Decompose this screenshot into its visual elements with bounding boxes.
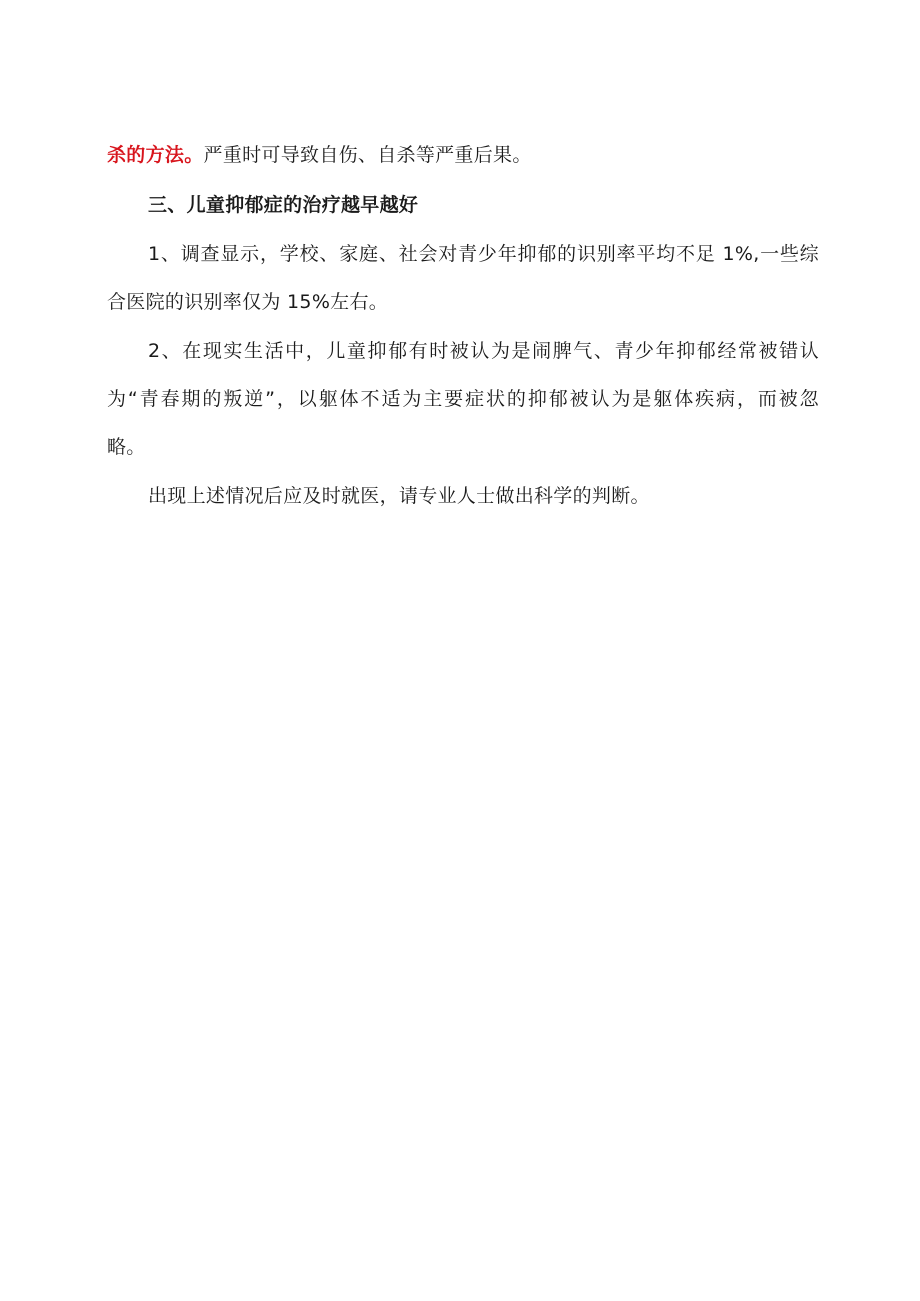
highlighted-text: 杀的方法。 bbox=[107, 144, 204, 166]
paragraph-2-line-3: 略。 bbox=[107, 436, 146, 458]
paragraph-2-line-1: 2、在现实生活中，儿童抑郁有时被认为是闹脾气、青少年抑郁经常被错认 bbox=[148, 340, 819, 362]
paragraph-1-line-2: 合医院的识别率仅为 15%左右。 bbox=[107, 291, 389, 313]
body-text: 严重时可导致自伤、自杀等严重后果。 bbox=[203, 144, 532, 166]
paragraph-1-line-1: 1、调查显示，学校、家庭、社会对青少年抑郁的识别率平均不足 1%,一些综 bbox=[148, 243, 819, 265]
section-heading: 三、儿童抑郁症的治疗越早越好 bbox=[148, 194, 419, 216]
paragraph-continuation bbox=[107, 143, 819, 167]
paragraph-3: 出现上述情况后应及时就医，请专业人士做出科学的判断。 bbox=[148, 485, 650, 507]
paragraph-2-line-2: 为“青春期的叛逆”，以躯体不适为主要症状的抑郁被认为是躯体疾病，而被忽 bbox=[107, 388, 819, 410]
